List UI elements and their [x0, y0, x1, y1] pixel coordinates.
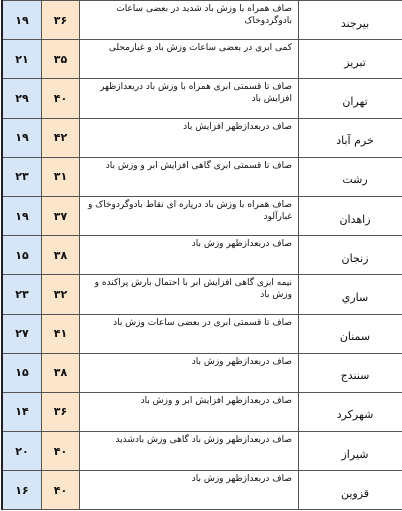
table-row [2, 40, 402, 79]
max-temperature: ۳۱ [42, 157, 80, 196]
max-temperature: ۳۲ [42, 275, 80, 314]
city-name: ساري [299, 275, 402, 314]
min-temperature: ۱۹ [2, 1, 42, 40]
table-row [2, 471, 402, 510]
max-temperature: ۴۲ [42, 118, 80, 157]
max-temperature: ۳۵ [42, 40, 80, 79]
min-temperature: ۱۹ [2, 118, 42, 157]
table-row [2, 196, 402, 235]
table-row [2, 157, 402, 196]
table-row [2, 79, 402, 118]
table-row [2, 275, 402, 314]
weather-description: صاف دربعدازظهر وزش باد [80, 353, 299, 392]
weather-forecast-table [1, 0, 402, 510]
table-row [2, 236, 402, 275]
max-temperature: ۴۰ [42, 79, 80, 118]
weather-description: صاف همراه با وزش باد شدید در بعضی ساعات بادوگردوخاک [80, 1, 299, 40]
min-temperature: ۲۳ [2, 275, 42, 314]
city-name: خرم آباد [299, 118, 402, 157]
weather-description: صاف همراه با وزش باد درپاره ای نقاط بادوگردوخاک و غبارآلود [80, 196, 299, 235]
min-temperature: ۲۳ [2, 157, 42, 196]
table-row [2, 118, 402, 157]
max-temperature: ۴۰ [42, 432, 80, 471]
weather-description: نیمه ابری گاهی افزایش ابر با احتمال بارش پراکنده و وزش باد [80, 275, 299, 314]
table-row [2, 392, 402, 431]
table-body [2, 1, 402, 510]
table-row [2, 1, 402, 40]
weather-description: صاف دربعدازظهر افزایش ابر و وزش باد [80, 392, 299, 431]
city-name: شهرکرد [299, 392, 402, 431]
city-name: تبریز [299, 40, 402, 79]
min-temperature: ۱۴ [2, 392, 42, 431]
max-temperature: ۳۶ [42, 1, 80, 40]
weather-description: کمی ابری در بعضی ساعات وزش باد و غبارمحلی [80, 40, 299, 79]
min-temperature: ۱۶ [2, 471, 42, 510]
max-temperature: ۳۸ [42, 236, 80, 275]
max-temperature: ۴۱ [42, 314, 80, 353]
weather-description: صاف دربعدازظهر وزش باد گاهی وزش بادشدید [80, 432, 299, 471]
max-temperature: ۴۰ [42, 471, 80, 510]
city-name: قزوین [299, 471, 402, 510]
table-row [2, 353, 402, 392]
city-name: زاهدان [299, 196, 402, 235]
min-temperature: ۱۹ [2, 196, 42, 235]
min-temperature: ۲۱ [2, 40, 42, 79]
weather-description: صاف تا قسمتی ابری همراه با وزش باد دربعدازظهر افزایش باد [80, 79, 299, 118]
min-temperature: ۲۹ [2, 79, 42, 118]
max-temperature: ۳۸ [42, 353, 80, 392]
city-name: سمنان [299, 314, 402, 353]
city-name: تهران [299, 79, 402, 118]
weather-description: صاف دربعدازظهر وزش باد [80, 471, 299, 510]
table-row [2, 314, 402, 353]
city-name: شیراز [299, 432, 402, 471]
table-row [2, 432, 402, 471]
city-name: بیرجند [299, 1, 402, 40]
max-temperature: ۳۷ [42, 196, 80, 235]
city-name: سنندج [299, 353, 402, 392]
weather-description: صاف دربعدازظهر وزش باد [80, 236, 299, 275]
max-temperature: ۳۶ [42, 392, 80, 431]
weather-description: صاف تا قسمتی ابری گاهی افزایش ابر و وزش باد [80, 157, 299, 196]
min-temperature: ۲۷ [2, 314, 42, 353]
city-name: رشت [299, 157, 402, 196]
min-temperature: ۱۵ [2, 353, 42, 392]
min-temperature: ۱۵ [2, 236, 42, 275]
city-name: زنجان [299, 236, 402, 275]
min-temperature: ۲۰ [2, 432, 42, 471]
weather-description: صاف تا قسمتی ابری در بعضی ساعات وزش باد [80, 314, 299, 353]
weather-description: صاف دربعدازظهر افزایش باد [80, 118, 299, 157]
